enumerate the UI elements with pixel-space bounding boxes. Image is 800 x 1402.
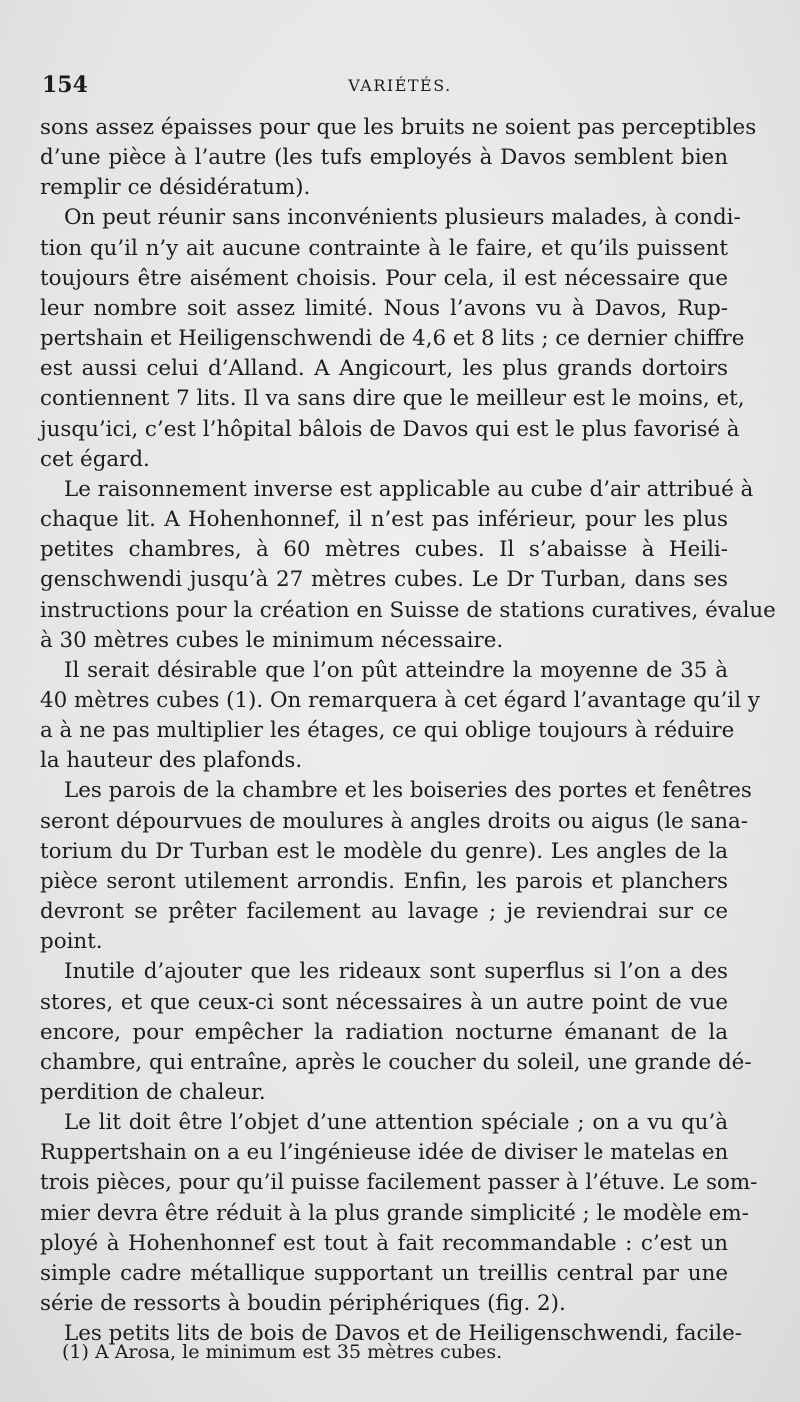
text-line: Les parois de la chambre et les boiseries des portes et fenêtres [64,778,752,804]
text-line: torium du Dr Turban est le modèle du genre). Les angles de la [40,838,728,864]
text-line: d’une pièce à l’autre (les tufs employés à Davos semblent bien [40,145,728,171]
text-line: ployé à Hohenhonnef est tout à fait recommandable : c’est un [40,1230,728,1256]
text-line: Inutile d’ajouter que les rideaux sont superflus si l’on a des [64,959,728,985]
text-line: tion qu’il n’y ait aucune contrainte à le faire, et qu’ils puissent [40,235,728,261]
text-line: chambre, qui entraîne, après le coucher du soleil, une grande dé- [40,1049,752,1075]
running-title: VARIÉTÉS. [348,76,452,95]
text-line: point. [40,929,103,955]
text-line: cet égard. [40,446,150,472]
body-text [40,113,776,1349]
paragraph [40,203,745,474]
text-line: encore, pour empêcher la radiation nocturne émanant de la [40,1019,728,1045]
text-line: pièce seront utilement arrondis. Enfin, les parois et planchers [40,868,728,894]
text-line: perdition de chaleur. [40,1080,266,1105]
text-line: simple cadre métallique supportant un treillis central par une [40,1260,728,1286]
text-line: est aussi celui d’Alland. A Angicourt, les plus grands dortoirs [40,356,728,382]
page-number: 154 [42,72,88,98]
text-line: On peut réunir sans inconvénients plusieurs malades, à condi- [64,205,741,231]
paragraph [40,957,752,1108]
paragraph [40,113,757,203]
text-line: Ruppertshain on a eu l’ingénieuse idée de diviser le matelas en [40,1140,729,1166]
text-line: 40 mètres cubes (1). On remarquera à cet égard l’avantage qu’il y [40,687,760,713]
paragraph [40,475,776,656]
footnote: (1) A Arosa, le minimum est 35 mètres cubes. [62,1341,503,1363]
text-line: stores, et que ceux-ci sont nécessaires à un autre point de vue [40,989,728,1015]
text-line: leur nombre soit assez limité. Nous l’avons vu à Davos, Rup- [40,295,728,321]
text-line: mier devra être réduit à la plus grande simplicité ; le modèle em- [40,1200,749,1226]
text-line: trois pièces, pour qu’il puisse facilement passer à l’étuve. Le som- [40,1170,758,1196]
text-line: genschwendi jusqu’à 27 mètres cubes. Le Dr Turban, dans ses [40,567,728,593]
text-line: instructions pour la création en Suisse de stations curatives, évalue [40,597,776,623]
text-line: seront dépourvues de moulures à angles droits ou aigus (le sana- [40,808,748,834]
text-line: devront se prêter facilement au lavage ; je reviendrai sur ce [40,899,728,925]
text-line: pertshain et Heiligenschwendi de 4,6 et 8 lits ; ce dernier chiffre [40,326,745,352]
paragraph [40,776,752,957]
paragraph [40,1108,758,1319]
text-line: Le raisonnement inverse est applicable au cube d’air attribué à [64,476,754,502]
text-line: Les petits lits de bois de Davos et de Heiligenschwendi, facile- [64,1321,742,1347]
text-line: contiennent 7 lits. Il va sans dire que le meilleur est le moins, et, [40,386,745,412]
text-line: série de ressorts à boudin périphériques (fig. 2). [40,1291,566,1317]
text-line: remplir ce désidératum). [40,175,311,201]
paragraph [40,656,760,777]
text-line: sons assez épaisses pour que les bruits ne soient pas perceptibles [40,115,757,140]
text-line: la hauteur des plafonds. [40,748,303,774]
text-line: chaque lit. A Hohenhonnef, il n’est pas inférieur, pour les plus [40,507,728,533]
text-line: petites chambres, à 60 mètres cubes. Il s’abaisse à Heili- [40,537,728,563]
text-line: a à ne pas multiplier les étages, ce qui oblige toujours à réduire [40,718,735,744]
text-line: jusqu’ici, c’est l’hôpital bâlois de Davos qui est le plus favorisé à [40,416,740,442]
page-header [40,72,760,102]
text-line: toujours être aisément choisis. Pour cela, il est nécessaire que [40,265,728,291]
text-line: Le lit doit être l’objet d’une attention spéciale ; on a vu qu’à [64,1110,728,1136]
text-line: Il serait désirable que l’on pût atteindre la moyenne de 35 à [64,657,728,683]
text-line: à 30 mètres cubes le minimum nécessaire. [40,627,504,653]
